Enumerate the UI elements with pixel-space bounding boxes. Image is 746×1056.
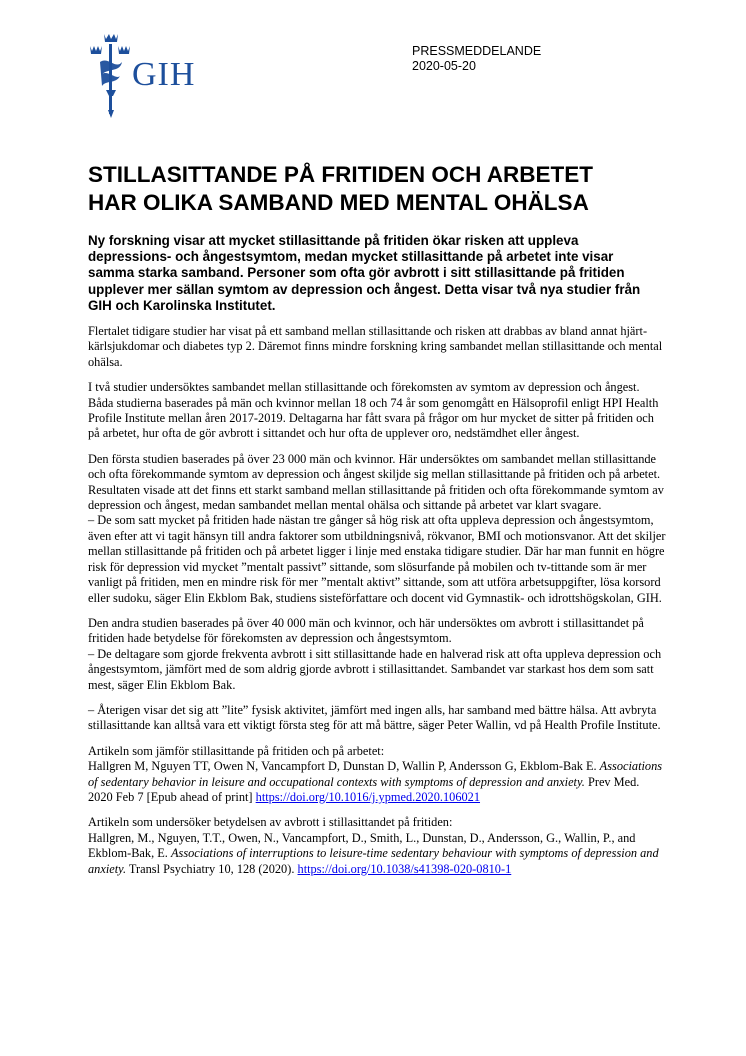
reference-1-authors: Hallgren M, Nguyen TT, Owen N, Vancampfort D, Dunstan D, Wallin P, Andersson G, Ekblom-Bak E.: [88, 759, 597, 774]
reference-1-doi-link[interactable]: https://doi.org/10.1016/j.ypmed.2020.106021: [255, 789, 481, 804]
reference-1-journal: Prev Med. 2020 Feb 7 [Epub ahead of print]: [88, 774, 640, 804]
reference-2-journal: Transl Psychiatry 10, 128 (2020).: [128, 861, 295, 876]
reference-2-doi-link[interactable]: https://doi.org/10.1038/s41398-020-0810-1: [297, 861, 512, 876]
body-paragraph-7-quote: – Återigen visar det sig att ”lite” fysisk aktivitet, jämfört med ingen alls, har samband med bättre hälsa. Att avbryta stillasittande kan alltså vara ett viktigt första steg för att må bättre, säger Peter Wallin, vd på Health Profile Institute.: [88, 702, 661, 733]
reference-1-title: Associations of sedentary behavior in leisure and occupational contexts with symptoms of depression and anxiety.: [88, 759, 663, 789]
reference-1: [88, 744, 666, 806]
reference-2-intro: Artikeln som undersöker betydelsen av avbrott i stillasittandet på fritiden:: [88, 815, 453, 830]
article-body: [88, 324, 666, 877]
reference-2-authors: Hallgren, M., Nguyen, T.T., Owen, N., Vancampfort, D., Smith, L., Dunstan, D., Andersson, G., Wallin, P., and Ekblom-Bak, E.: [88, 830, 636, 861]
press-release-date: 2020-05-20: [412, 59, 476, 73]
reference-1-intro: Artikeln som jämför stillasittande på fritiden och på arbetet:: [88, 743, 385, 758]
lead-paragraph: Ny forskning visar att mycket stillasittande på fritiden ökar risken att uppleva depressions- och ångestsymtom, medan mycket stillasittande på arbetet inte visar samma starka samband. Personer som ofta gör avbrott i sitt stillasittande på fritiden upplever mer sällan symtom av depression och ångest. Detta visar två nya studier från GIH och Karolinska Institutet.: [88, 233, 641, 313]
press-header: [412, 44, 541, 74]
title-line-1: STILLASITTANDE PÅ FRITIDEN OCH ARBETET: [88, 162, 593, 187]
logo-text: GIH: [132, 56, 196, 93]
body-paragraph-2: I två studier undersöktes sambandet mellan stillasittande och förekomsten av symtom av depression och ångest. Båda studierna baserades på män och kvinnor mellan 18 och 74 år som genomgått en Hälsoprofil enligt HPI Health Profile Institute mellan åren 2017-2019. Deltagarna har fått svara på frågor om hur mycket de sitter på fritiden och på arbetet, hur ofta de gör avbrott i sittandet och hur ofta de upplever oro, nedstämdhet eller ångest.: [88, 380, 659, 441]
press-release-label: PRESSMEDDELANDE: [412, 44, 542, 58]
title-line-2: HAR OLIKA SAMBAND MED MENTAL OHÄLSA: [88, 190, 589, 215]
gih-logo: [86, 30, 246, 120]
body-paragraph-3: Den första studien baserades på över 23 000 män och kvinnor. Här undersöktes om sambandet mellan stillasittande och ofta förekommande symtom av depression och ångest skiljde sig mellan stillasittande på fritiden och på arbetet. Resultaten visade att det finns ett starkt samband mellan stillasittande på fritiden och ofta förekommande symtom av depression och ångest, medan sambandet mellan mental ohälsa och sittande på arbetet var klart svagare.: [88, 451, 664, 513]
page-title: [88, 161, 688, 217]
reference-2-title: Associations of interruptions to leisure-time sedentary behaviour with symptoms of depression and anxiety.: [88, 846, 659, 876]
body-paragraph-1: Flertalet tidigare studier har visat på ett samband mellan stillasittande och risken att drabbas av bland annat hjärt-kärlsjukdomar och diabetes typ 2. Däremot finns mindre forskning kring sambandet mellan stillasittande och mental ohälsa.: [88, 324, 663, 369]
reference-2-citation: [88, 831, 666, 877]
three-crowns-emblem-icon: [86, 30, 136, 120]
reference-1-citation: [88, 759, 666, 805]
body-paragraph-6-quote: – De deltagare som gjorde frekventa avbrott i sitt stillasittande hade en halverad risk att ofta uppleva depression och ångestsymtom, jämfört med de som aldrig gjorde avbrott i stillasittandet. Sambandet var starkast hos dem som satt mest, säger Elin Ekblom Bak.: [88, 646, 662, 692]
body-paragraph-4-quote: – De som satt mycket på fritiden hade nästan tre gånger så hög risk att ofta uppleva depression och ångestsymtom, även efter att vi tagit hänsyn till andra faktorer som utbildningsnivå, rökvanor, BMI och motionsvanor. Att det skiljer mellan stillasittande på fritiden och på arbetet ligger i linje med enstaka tidigare studier. Där har man funnit en högre risk för depression vid mycket ”mentalt passivt” sittande, som slösurfande på mobilen och tv-tittande som är mer vanligt på fritiden, men en mindre risk för mer ”mentalt aktivt” sittande, som att utföra arbetsuppgifter, lösa korsord eller sudoku, säger Elin Ekblom Bak, studiens sisteförfattare och docent vid Gymnastik- och idrottshögskolan, GIH.: [88, 513, 666, 605]
reference-2: [88, 815, 666, 877]
body-paragraph-5: Den andra studien baserades på över 40 000 män och kvinnor, och här undersöktes om avbrott i stillasittandet på fritiden hade betydelse för förekomsten av depression och ångestsymtom.: [88, 615, 644, 646]
